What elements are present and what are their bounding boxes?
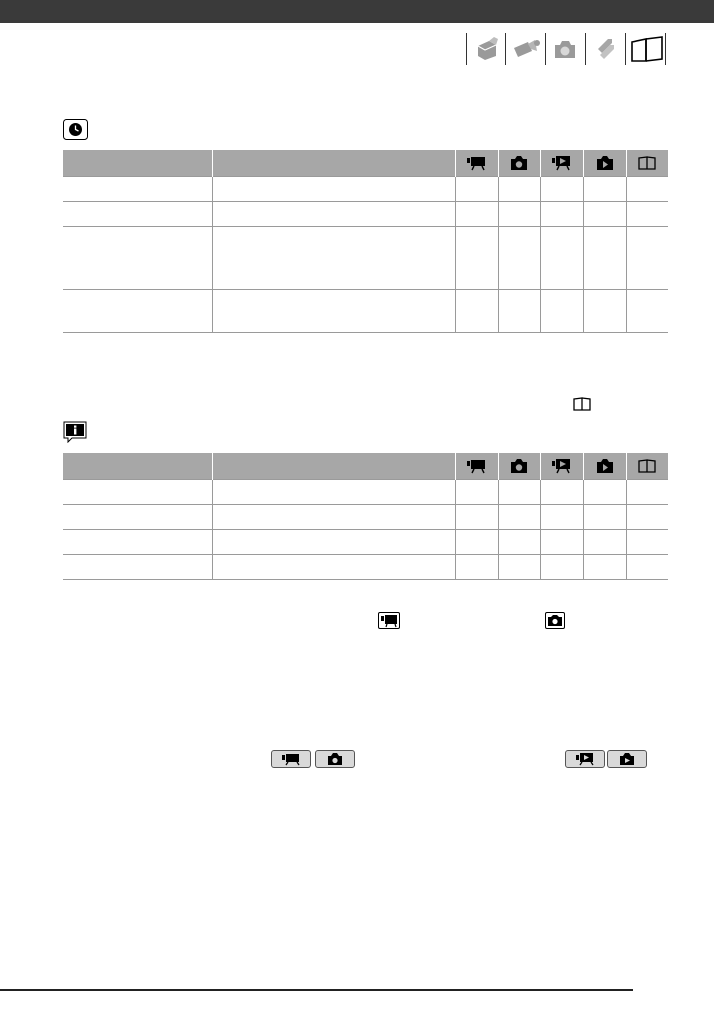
movie-record-icon	[455, 150, 498, 177]
movie-play-mode-icon	[565, 750, 605, 768]
settings-table-2	[63, 453, 668, 580]
photo-record-icon	[498, 453, 540, 480]
table-header-row	[63, 150, 668, 177]
video-icon[interactable]	[510, 36, 542, 67]
photo-record-icon	[545, 612, 565, 629]
setting-options-column-header	[212, 453, 455, 480]
menu-item-column-header	[63, 453, 212, 480]
table-row	[63, 505, 668, 530]
photo-record-icon	[498, 150, 540, 177]
table-row	[63, 480, 668, 505]
table-row	[63, 202, 668, 227]
movie-record-icon	[378, 612, 400, 629]
movie-play-icon	[540, 150, 583, 177]
menu-item-column-header	[63, 150, 212, 177]
footer-rule	[0, 989, 633, 991]
info-icon	[63, 421, 87, 443]
photo-play-icon	[583, 150, 626, 177]
book-ref-icon	[572, 397, 592, 416]
table-header-row	[63, 453, 668, 480]
photo-record-mode-icon	[315, 750, 355, 768]
setting-options-column-header	[212, 150, 455, 177]
getting-started-icon[interactable]	[472, 36, 502, 67]
external-connections-icon[interactable]	[590, 36, 620, 67]
photo-play-mode-icon	[607, 750, 647, 768]
movie-record-icon	[455, 453, 498, 480]
table-row	[63, 227, 668, 290]
table-row	[63, 177, 668, 202]
settings-table-1	[63, 150, 668, 333]
table-row	[63, 290, 668, 333]
movie-play-icon	[540, 453, 583, 480]
header-bar	[0, 0, 714, 23]
photo-icon[interactable]	[551, 36, 579, 67]
movie-record-mode-icon	[271, 750, 311, 768]
book-ref-icon	[626, 150, 668, 177]
clock-icon	[63, 119, 88, 140]
photo-play-icon	[583, 453, 626, 480]
book-ref-icon	[626, 453, 668, 480]
table-row	[63, 555, 668, 580]
table-row	[63, 530, 668, 555]
additional-info-icon[interactable]	[629, 36, 665, 69]
